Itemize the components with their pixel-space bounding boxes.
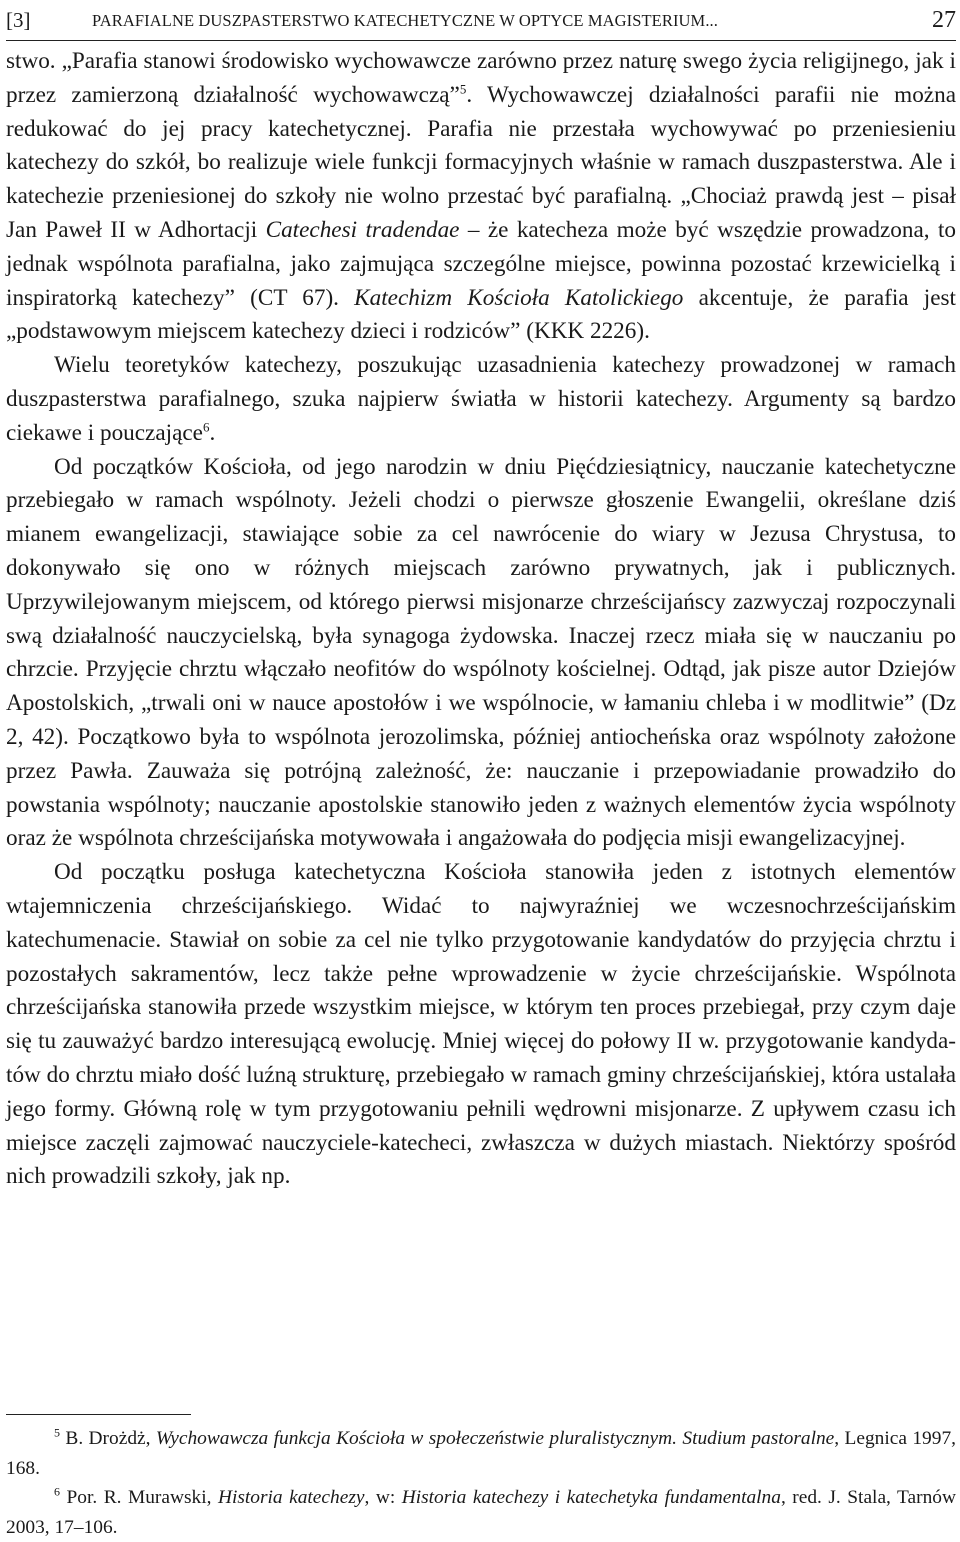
footnote-number: 6: [54, 1484, 60, 1499]
body-text: [6, 45, 956, 1194]
text-run: B. Drożdż,: [60, 1428, 156, 1449]
text-run: , w:: [364, 1487, 402, 1508]
footnote-ref-5: 5: [459, 81, 467, 97]
text-run: stwo. „Parafia stanowi środowisko wychowawcze zarówno przez naturę swego życia religijnego, jak i przez zamierzoną działalność wychowawczą”: [6, 48, 956, 108]
page: [6, 0, 956, 1538]
paragraph-4: Od początku posługa katechetyczna Kościoła stanowiła jeden z istotnych elementów wtajemniczenia chrześcijańskiego. Widać to najwyraźniej we wczesnochrześcijańskim katechumenacie. Stawiał on sobie za cel nie tylko przygotowanie kandydatów do przyjęcia chrztu i pozostałych sakramentów, lecz także pełne wprowadzenie w życie chrześcijańskie. Wspólnota chrześcijańska stanowiła przede wszystkim miejsce, w którym ten proces przebiegał, przy czym daje się tu zauważyć bardzo interesującą ewolucję. Mniej więcej do połowy II w. przygotowanie kandydatów do chrztu miało dość luźną strukturę, przebiegało w ramach gminy chrześcijańskiej, która ustalała jego formy. Główną rolę w tym przygotowaniu pełnili wędrowni misjonarze. Z upływem czasu ich miejsce zaczęli zajmować nauczyciele-katecheci, zwłaszcza w dużych miastach. Niektórzy spośród nich prowadzili szkoły, jak np.: [6, 859, 956, 1190]
text-run: .: [209, 419, 216, 446]
italic-title: Katechizm Kościoła Katolickiego: [354, 284, 684, 311]
footnote-number: 5: [54, 1425, 60, 1440]
footnote-5: [6, 1424, 956, 1483]
footnotes: [6, 1424, 956, 1542]
text-run: akcentuje, że parafia jest „podstawowym miejscem katechezy dzieci i rodziców” (KKK 2226).: [6, 284, 956, 345]
italic-title: Historia katechezy: [217, 1487, 365, 1508]
paragraph-2: [6, 349, 956, 450]
footnote-ref-6: 6: [202, 419, 210, 435]
italic-title: Wychowawcza funkcja Kościoła w społeczeństwie pluralistycznym. Studium pastoralne: [155, 1428, 835, 1449]
text-run: – że katecheza może być wszędzie prowadzona, to jednak wspólnota parafialna, jako zajmująca szczególne miejsce, powinna pozostać krzewicielką i inspiratorką katechezy” (CT 67).: [6, 216, 956, 311]
paragraph-1: [6, 45, 956, 349]
text-run: Por. R. Murawski,: [60, 1487, 218, 1508]
running-header: [6, 0, 956, 41]
running-title: PARAFIALNE DUSZPASTERSTWO KATECHETYCZNE W OPTYCE MAGISTERIUM...: [92, 11, 719, 30]
text-run: , Legnica 1997, 168.: [6, 1428, 956, 1479]
section-marker: [3]: [6, 8, 31, 32]
italic-title: Catechesi tradendae: [265, 216, 460, 243]
footnote-6: [6, 1483, 956, 1542]
text-run: , red. J. Stala, Tarnów 2003, 17–106.: [6, 1487, 956, 1538]
italic-title: Historia katechezy i katechetyka fundamentalna: [401, 1487, 781, 1508]
text-run: . Wychowawczej działalności parafii nie można redukować do jej pracy katechetycznej. Parafia nie przestała wychowywać po przeniesieniu katechezy do szkół, bo realizuje wiele funkcji formacyjnych właśnie w ramach duszpasterstwa. Ale i katechezie przeniesionej do szkoły nie wolno przestać być parafialną. „Chociaż prawdą jest – pisał Jan Paweł II w Adhortacji: [6, 81, 956, 243]
text-run: Wielu teoretyków katechezy, poszukując uzasadnienia katechezy prowadzonej w ramach duszpasterstwa parafialnego, szuka najpierw światła w historii katechezy. Argumenty są bardzo ciekawe i pouczające: [6, 352, 956, 446]
footnote-divider: [6, 1414, 191, 1415]
page-number: 27: [932, 7, 956, 33]
paragraph-3: Od początków Kościoła, od jego narodzin w dniu Pięćdziesiątnicy, nauczanie katechetyczne przebiegało w ramach wspólnoty. Jeżeli chodzi o pierwsze głoszenie Ewangelii, określane dziś mianem ewangelizacji, stawiające sobie za cel nawrócenie do wiary w Jezusa Chrystusa, to dokonywało się ono w różnych miejscach zarówno prywatnych, jak i publicznych. Uprzywilejowanym miejscem, od którego pierwsi misjonarze chrześcijańscy zazwyczaj rozpoczynali swą działalność nauczycielską, była synagoga żydowska. Inaczej rzecz miała się w nauczaniu po chrzcie. Przyjęcie chrztu włączało neofitów do wspólnoty kościelnej. Odtąd, jak pisze autor Dziejów Apostolskich, „trwali oni w nauce apostołów i we wspólnocie, w łamaniu chleba i w modlitwie” (Dz 2, 42). Początkowo była to wspólnota jerozolimska, później antiocheńska oraz wspólnoty założone przez Pawła. Zauważa się potrójną zależność, że: nauczanie i przepowiadanie prowadziło do powstania wspólnoty; nauczanie apostolskie stanowiło jeden z ważnych elementów życia wspólnoty oraz że wspólnota chrześcijańska motywowała i angażowała do podjęcia misji ewangelizacyjnej.: [6, 453, 956, 852]
